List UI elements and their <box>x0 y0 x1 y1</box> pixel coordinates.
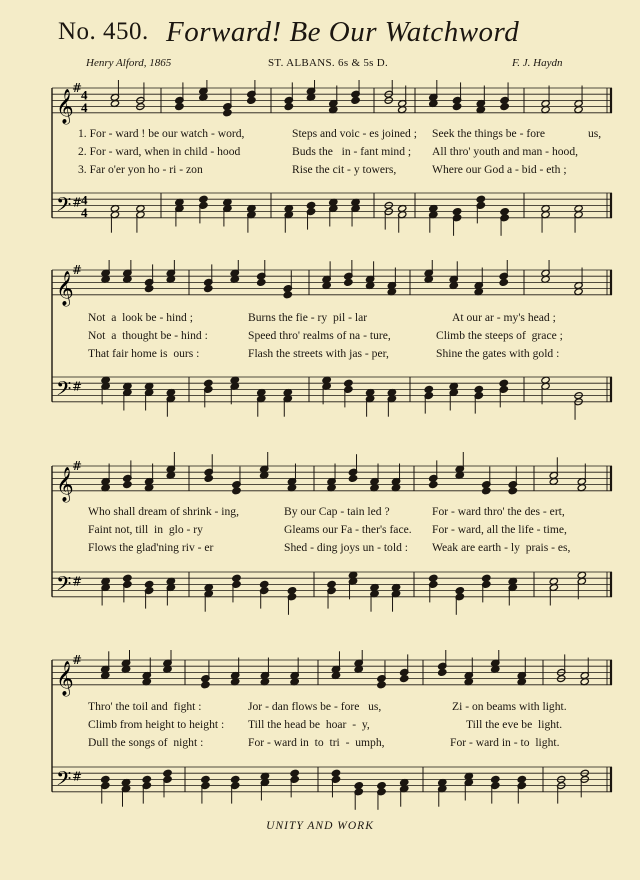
lyric-segment: Climb the steeps of grace ; <box>436 329 563 342</box>
lyric-line <box>48 736 614 752</box>
bass-clef-icon: 𝄢 <box>56 192 72 221</box>
note-head <box>144 285 153 293</box>
lyric-segment: Where our God a - bid - eth ; <box>432 163 567 176</box>
lyric-segment: Flash the streets with jas - per, <box>248 347 389 360</box>
treble-clef-icon: 𝄞 <box>56 88 74 124</box>
sharp-key-icon: # <box>72 574 83 589</box>
tune-name: ST. ALBANS. 6s & 5s D. <box>268 57 389 69</box>
note-head <box>201 681 210 689</box>
lyric-segment: Gleams our Fa - ther's face. <box>284 523 412 536</box>
lyric-segment: Flows the glad'ning riv - er <box>88 541 214 554</box>
lyric-segment: 2. For - ward, when in child - hood <box>78 145 241 158</box>
lyric-segment: Climb from height to height : <box>88 718 225 731</box>
note-head <box>175 103 184 111</box>
note-head <box>429 481 438 489</box>
note-head <box>452 103 461 111</box>
note-head <box>508 487 517 495</box>
sharp-key-icon: # <box>72 653 83 667</box>
note-head <box>284 103 293 111</box>
lyric-segment: Seek the things be - fore <box>432 127 546 140</box>
note-head <box>223 109 232 117</box>
treble-clef-icon: 𝄞 <box>56 660 74 696</box>
lyric-segment: Till the head be hoar - y, <box>248 718 370 731</box>
lyric-segment: Speed thro' realms of na - ture, <box>248 329 391 342</box>
lyric-line <box>48 505 614 521</box>
note-head <box>344 278 353 286</box>
sharp-key-icon: # <box>72 459 83 473</box>
bass-clef-icon: 𝄢 <box>56 376 72 405</box>
lyric-segment: Steps and voic - es joined ; <box>292 127 417 140</box>
note-head <box>283 291 292 299</box>
note-head <box>247 96 256 104</box>
lyric-segment: Shed - ding joys un - told : <box>284 541 408 554</box>
treble-clef-icon: 𝄞 <box>56 466 74 502</box>
lyric-segment: Rise the cit - y towers, <box>292 163 397 176</box>
lyric-line <box>48 163 614 179</box>
lyric-line <box>48 347 614 363</box>
note-head <box>123 481 132 489</box>
treble-staff <box>52 660 612 685</box>
note-head <box>482 487 491 495</box>
music-system-1 <box>48 80 614 240</box>
music-system-3 <box>48 452 614 617</box>
note-head <box>377 681 386 689</box>
lyric-segment: Dull the songs of night : <box>88 736 204 749</box>
lyric-line <box>48 145 614 161</box>
lyric-segment: Buds the in - fant mind ; <box>292 145 412 158</box>
sharp-key-icon: # <box>72 263 83 277</box>
lyric-segment: That fair home is ours : <box>88 347 200 360</box>
lyric-segment: Not a look be - hind ; <box>88 311 193 324</box>
time-signature: 4 <box>81 87 88 103</box>
lyric-segment: For - ward thro' the des - ert, <box>432 505 565 518</box>
note-head <box>232 487 241 495</box>
lyric-segment: Burns the fie - ry pil - lar <box>248 311 368 324</box>
lyric-segment: At our ar - my's head ; <box>452 311 556 324</box>
lyric-line <box>48 523 614 539</box>
lyric-segment: Till the eve be light. <box>466 718 563 731</box>
treble-staff <box>52 270 612 295</box>
time-signature: 4 <box>81 204 88 220</box>
bass-clef-icon: 𝄢 <box>56 571 72 600</box>
author-credit: Henry Alford, 1865 <box>86 57 172 69</box>
sharp-key-icon: # <box>72 379 83 394</box>
lyric-segment: For - ward, all the life - time, <box>432 523 567 536</box>
treble-clef-icon: 𝄞 <box>56 270 74 306</box>
lyric-line <box>48 718 614 734</box>
lyric-line <box>48 541 614 557</box>
lyric-line <box>48 700 614 716</box>
lyric-segment: 1. For - ward ! be our watch - word, <box>78 127 245 140</box>
lyric-segment: Who shall dream of shrink - ing, <box>88 505 240 518</box>
lyric-segment: Not a thought be - hind : <box>88 329 208 342</box>
note-head <box>204 474 213 482</box>
lyric-segment: For - ward in to tri - umph, <box>248 736 385 749</box>
composer-credit: F. J. Haydn <box>512 57 563 69</box>
footer-caption: UNITY AND WORK <box>266 820 374 832</box>
lyric-segment: Jor - dan flows be - fore us, <box>248 700 382 713</box>
music-system-2 <box>48 260 614 420</box>
lyric-line <box>48 127 614 143</box>
time-signature: 4 <box>81 99 88 115</box>
note-head <box>351 96 360 104</box>
hymn-number: No. 450. <box>58 18 149 45</box>
sharp-key-icon: # <box>72 769 83 784</box>
lyric-segment: By our Cap - tain led ? <box>284 505 390 518</box>
note-head <box>500 103 509 111</box>
lyric-segment: Weak are earth - ly prais - es, <box>432 541 571 554</box>
lyric-segment: Thro' the toil and fight : <box>88 700 202 713</box>
note-head <box>438 668 447 676</box>
lyric-segment: Zi - on beams with light. <box>452 700 567 713</box>
lyric-segment: Faint not, till in glo - ry <box>88 523 203 536</box>
lyric-line <box>48 311 614 327</box>
note-head <box>400 675 409 683</box>
music-system-4 <box>48 650 614 810</box>
lyric-line <box>48 329 614 345</box>
lyric-segment: All thro' youth and man - hood, <box>432 145 579 158</box>
lyric-segment: For - ward in - to light. <box>450 736 560 749</box>
lyric-segment: Shine the gates with gold : <box>436 347 560 360</box>
note-head <box>348 474 357 482</box>
bass-clef-icon: 𝄢 <box>56 766 72 795</box>
note-head <box>204 285 213 293</box>
hymn-title: Forward! Be Our Watchword <box>166 16 520 48</box>
sharp-key-icon: # <box>72 81 83 95</box>
note-head <box>499 278 508 286</box>
note-head <box>257 278 266 286</box>
lyric-segment: us, <box>588 127 602 140</box>
lyric-segment: 3. Far o'er yon ho - ri - zon <box>78 163 203 176</box>
sharp-key-icon: # <box>72 195 83 210</box>
time-signature: 4 <box>81 192 88 208</box>
bass-staff <box>52 377 612 402</box>
